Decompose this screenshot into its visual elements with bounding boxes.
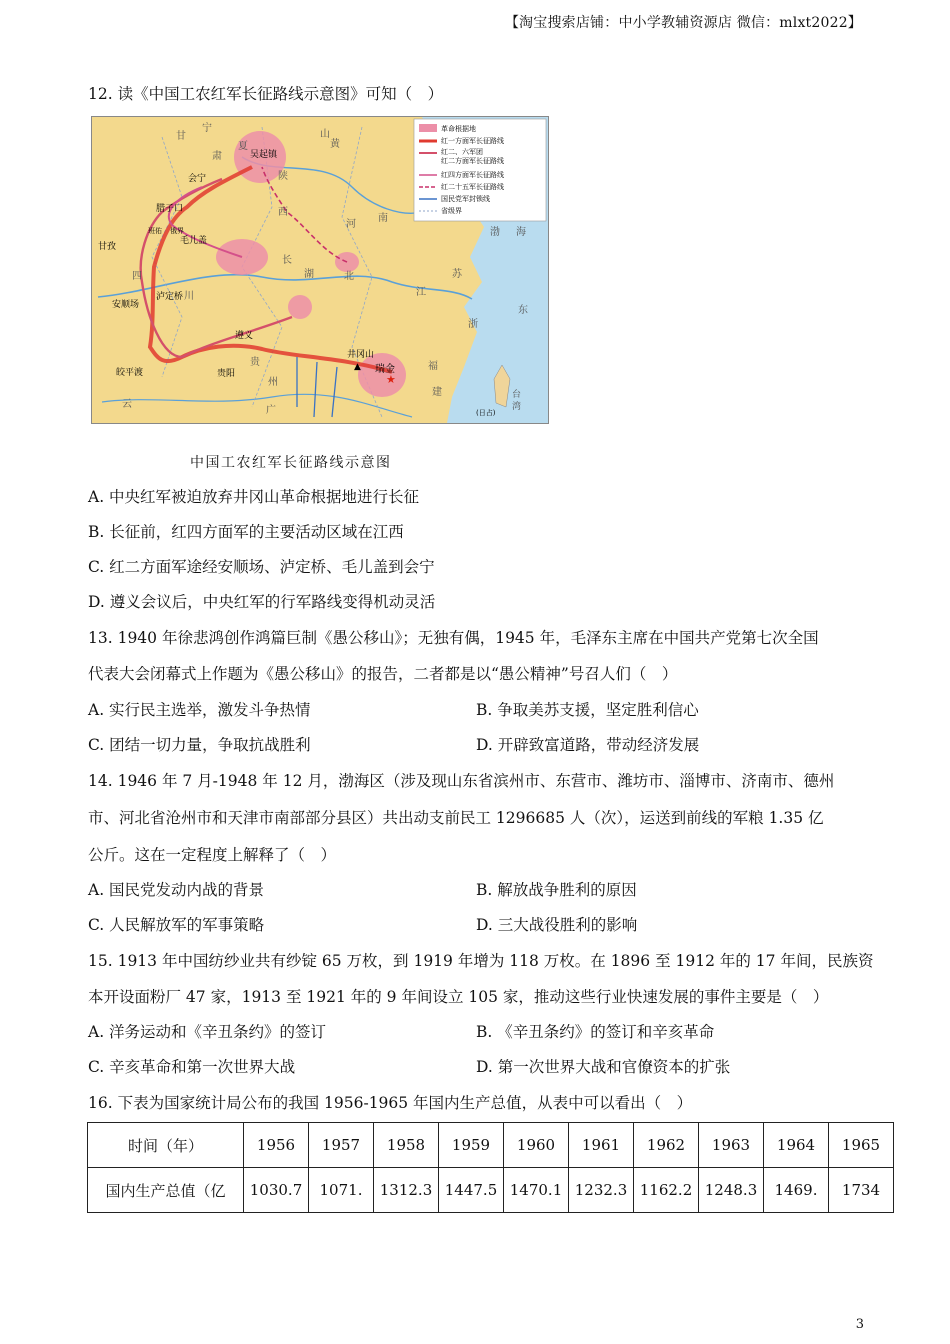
region-he: 河 [346,219,356,230]
ludingqiao-label: 泸定桥 [156,292,184,302]
maoergai-label: 毛儿盖 [180,236,208,246]
q13-option-c: C. 团结一切力量，争取抗战胜利 [88,736,311,754]
q15-stem-line1: 15. 1913 年中国纺纱业共有纱锭 65 万枚，到 1919 年增为 118 万枚。在 1896 至 1912 年的 17 年间，民族资 [88,952,874,970]
q15-option-c: C. 辛亥革命和第一次世界大战 [88,1058,296,1076]
banyou-label: 班佑 [148,227,162,235]
table-cell-gdp: 1071. [309,1168,374,1213]
zunyi-label: 遵义 [235,331,254,341]
region-su2: 苏 [452,269,462,280]
page-number: 3 [855,1317,864,1332]
table-cell-gdp: 1030.7 [244,1168,309,1213]
q16-stem: 16. 下表为国家统计局公布的我国 1956-1965 年国内生产总值，从表中可以看出（ ） [88,1094,693,1112]
guiyang-label: 贵阳 [217,369,236,379]
q15-option-a: A. 洋务运动和《辛丑条约》的签订 [88,1023,327,1041]
table-cell-year: 1961 [569,1123,634,1168]
japanese-occupied-label: (日占) [476,409,496,417]
region-shaan: 陕 [278,171,288,182]
map-caption: 中国工农红军长征路线示意图 [190,455,392,471]
legend-second-army: 红二方面军长征路线 [441,157,504,165]
region-shan: 山 [320,129,330,140]
region-guang: 广 [266,405,276,416]
q13-option-d: D. 开辟致富道路，带动经济发展 [476,736,700,754]
table-cell-gdp: 1162.2 [634,1168,699,1213]
table-cell-year: 1959 [439,1123,504,1168]
q15-option-d: D. 第一次世界大战和官僚资本的扩张 [476,1058,731,1076]
ejie-label: 俄界 [170,227,184,235]
q12-option-c: C. 红二方面军途经安顺场、泸定桥、毛儿盖到会宁 [88,558,435,576]
region-yun: 云 [122,399,132,410]
table-cell-year: 1957 [309,1123,374,1168]
q14-option-a: A. 国民党发动内战的背景 [88,881,265,899]
q13-stem-line2: 代表大会闭幕式上作题为《愚公移山》的报告，二者都是以“愚公精神”号召人们（ ） [88,665,678,683]
table-head-year: 时间（年） [88,1123,244,1168]
region-jiang: 江 [416,287,426,298]
q12-option-b: B. 长征前，红四方面军的主要活动区域在江西 [88,523,404,541]
table-row-gdp [88,1168,894,1213]
region-si: 四 [132,271,142,282]
legend-2-6-corps: 红二、六军团 [441,148,483,156]
table-row-years [88,1123,894,1168]
q12-stem: 12. 读《中国工农红军长征路线示意图》可知（ ） [88,85,444,103]
region-fu: 福 [428,361,438,372]
base-xiangexi [288,295,312,319]
table-cell-year: 1963 [699,1123,764,1168]
region-xi: 西 [278,207,288,218]
region-hu: 湖 [304,269,314,280]
region-gui: 贵 [250,357,260,368]
q12-option-a: A. 中央红军被迫放弃井冈山革命根据地进行长征 [88,488,420,506]
legend-blockade: 国民党军封锁线 [441,195,490,203]
region-wan: 湾 [512,402,522,412]
region-hai: 海 [516,227,526,238]
legend-base: 革命根据地 [441,125,476,133]
region-dong: 东 [518,305,528,316]
anshunchang-label: 安顺场 [112,300,140,310]
ganzi-label: 甘孜 [98,242,117,252]
q14-stem-line3: 公斤。这在一定程度上解释了（ ） [88,846,337,864]
q15-option-b: B. 《辛丑条约》的签订和辛亥革命 [476,1023,715,1041]
q12-option-d: D. 遵义会议后，中央红军的行军路线变得机动灵活 [88,593,436,611]
q13-option-b: B. 争取美苏支援，坚定胜利信心 [476,701,699,719]
table-cell-year: 1960 [504,1123,569,1168]
table-cell-year: 1956 [244,1123,309,1168]
region-zhou: 州 [268,377,278,388]
lazikou-label: 腊子口 [156,204,184,214]
legend-first-army: 红一方面军长征路线 [441,137,504,145]
region-tai: 台 [512,390,522,400]
legend-fourth-army: 红四方面军长征路线 [441,171,504,179]
q14-option-c: C. 人民解放军的军事策略 [88,916,265,934]
table-cell-gdp: 1248.3 [699,1168,764,1213]
wuqizhen-label: 吴起镇 [250,150,278,160]
region-nan: 南 [378,213,388,224]
table-cell-gdp: 1469. [764,1168,829,1213]
region-bei: 北 [344,271,354,282]
page-header: 【淘宝搜索店铺：中小学教辅资源店 微信：mlxt2022】 [504,15,862,31]
region-xia: 夏 [238,141,248,152]
region-gan: 甘 [176,131,186,142]
legend-25th-army: 红二十五军长征路线 [441,183,504,191]
huining-label: 会宁 [188,174,207,184]
q14-option-d: D. 三大战役胜利的影响 [476,916,638,934]
legend-province-border: 省级界 [441,207,462,215]
table-cell-year: 1962 [634,1123,699,1168]
table-cell-gdp: 1232.3 [569,1168,634,1213]
table-cell-gdp: 1734 [829,1168,894,1213]
table-cell-year: 1965 [829,1123,894,1168]
table-cell-gdp: 1312.3 [374,1168,439,1213]
region-jian: 建 [432,387,442,398]
q14-stem-line2: 市、河北省沧州市和天津市南部部分县区）共出动支前民工 1296685 人（次），运送到前线的军粮 1.35 亿 [88,809,824,827]
table-cell-year: 1964 [764,1123,829,1168]
gdp-table [87,1122,894,1213]
q15-stem-line2: 本开设面粉厂 47 家，1913 至 1921 年的 9 年间设立 105 家，推动这些行业快速发展的事件主要是（ ） [88,988,829,1006]
long-march-map [91,116,549,424]
table-cell-year: 1958 [374,1123,439,1168]
region-bo: 渤 [490,227,500,238]
q13-stem-line1: 13. 1940 年徐悲鸿创作鸿篇巨制《愚公移山》；无独有偶，1945 年，毛泽东主席在中国共产党第七次全国 [88,629,819,647]
table-head-gdp: 国内生产总值（亿 [88,1168,244,1213]
region-ning: 宁 [202,123,212,134]
ruijin-star-icon: ★ [386,373,396,386]
map-legend [414,119,546,221]
jinggangshan-label: 井冈山 [347,350,375,360]
q13-option-a: A. 实行民主选举，激发斗争热情 [88,701,311,719]
q14-option-b: B. 解放战争胜利的原因 [476,881,637,899]
region-zhe: 浙 [468,319,478,330]
region-chuan: 川 [184,291,194,302]
jinggangshan-mountain-icon: ▲ [354,362,361,372]
region-chang: 长 [282,255,292,266]
q14-stem-line1: 14. 1946 年 7 月-1948 年 12 月，渤海区（涉及现山东省滨州市、东营市、潍坊市、淄博市、济南市、德州 [88,772,835,790]
ruijin-label: 瑞金 [375,364,395,375]
table-cell-gdp: 1447.5 [439,1168,504,1213]
table-cell-gdp: 1470.1 [504,1168,569,1213]
region-su: 肃 [212,151,222,162]
region-huang: 黄 [330,139,340,150]
jiaopingdu-label: 皎平渡 [116,368,144,378]
